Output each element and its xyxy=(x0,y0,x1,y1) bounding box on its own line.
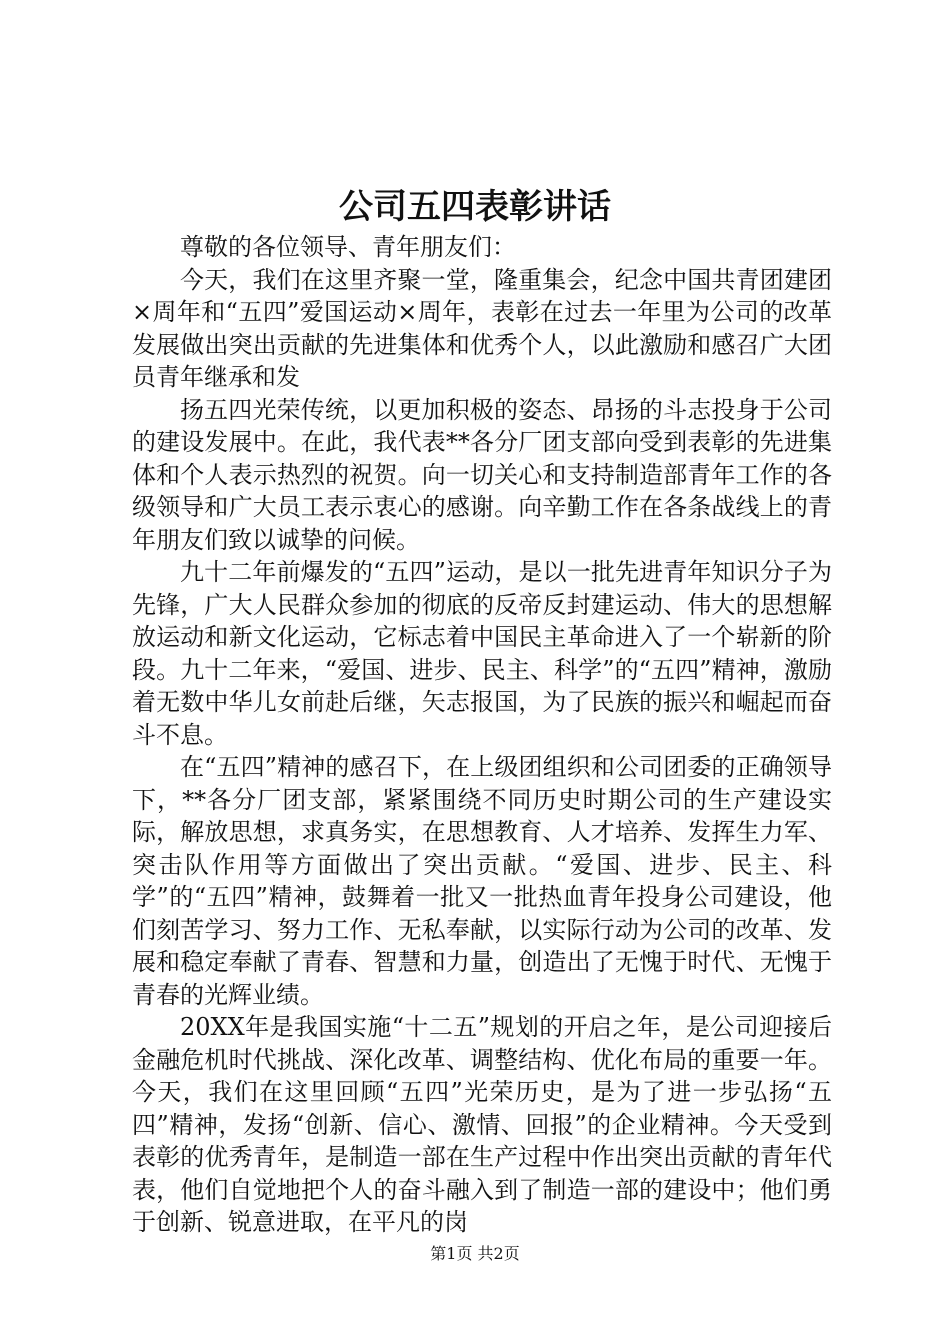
document-title: 公司五四表彰讲话 xyxy=(339,187,611,227)
body-paragraph: 在“五四”精神的感召下，在上级团组织和公司团委的正确领导下，**各分厂团支部，紧紧围绕不同历史时期公司的生产建设实际，解放思想，求真务实，在思想教育、人才培养、发挥生力军、突击队作用等方面做出了突出贡献。“爱国、进步、民主、科学”的“五四”精神，鼓舞着一批又一批热血青年投身公司建设，他们刻苦学习、努力工作、无私奉献，以实际行动为公司的改革、发展和稳定奉献了青春、智慧和力量，创造出了无愧于时代、无愧于青春的光辉业绩。 xyxy=(132,753,832,1009)
body-paragraph: 今天，我们在这里齐聚一堂，隆重集会，纪念中国共青团建团×周年和“五四”爱国运动×周年，表彰在过去一年里为公司的改革发展做出突出贡献的先进集体和优秀个人，以此激励和感召广大团员青年继承和发 xyxy=(132,265,832,391)
body-paragraph: 20XX年是我国实施“十二五”规划的开启之年，是公司迎接后金融危机时代挑战、深化改革、调整结构、优化布局的重要一年。今天，我们在这里回顾“五四”光荣历史，是为了进一步弘扬“五四”精神，发扬“创新、信心、激情、回报”的企业精神。今天受到表彰的优秀青年，是制造一部在生产过程中作出突出贡献的青年代表，他们自觉地把个人的奋斗融入到了制造一部的建设中；他们勇于创新、锐意进取，在平凡的岗 xyxy=(132,1013,832,1236)
document-body xyxy=(132,231,832,1239)
salutation-paragraph: 尊敬的各位领导、青年朋友们： xyxy=(180,233,516,261)
body-paragraph: 九十二年前爆发的“五四”运动，是以一批先进青年知识分子为先锋，广大人民群众参加的彻底的反帝反封建运动、伟大的思想解放运动和新文化运动，它标志着中国民主革命进入了一个崭新的阶段。九十二年来，“爱国、进步、民主、科学”的“五四”精神，激励着无数中华儿女前赴后继，矢志报国，为了民族的振兴和崛起而奋斗不息。 xyxy=(132,558,832,749)
body-paragraph: 扬五四光荣传统，以更加积极的姿态、昂扬的斗志投身于公司的建设发展中。在此，我代表**各分厂团支部向受到表彰的先进集体和个人表示热烈的祝贺。向一切关心和支持制造部青年工作的各级领导和广大员工表示衷心的感谢。向辛勤工作在各条战线上的青年朋友们致以诚挚的问候。 xyxy=(132,395,832,554)
page-number-footer: 第1页 共2页 xyxy=(430,1244,520,1263)
